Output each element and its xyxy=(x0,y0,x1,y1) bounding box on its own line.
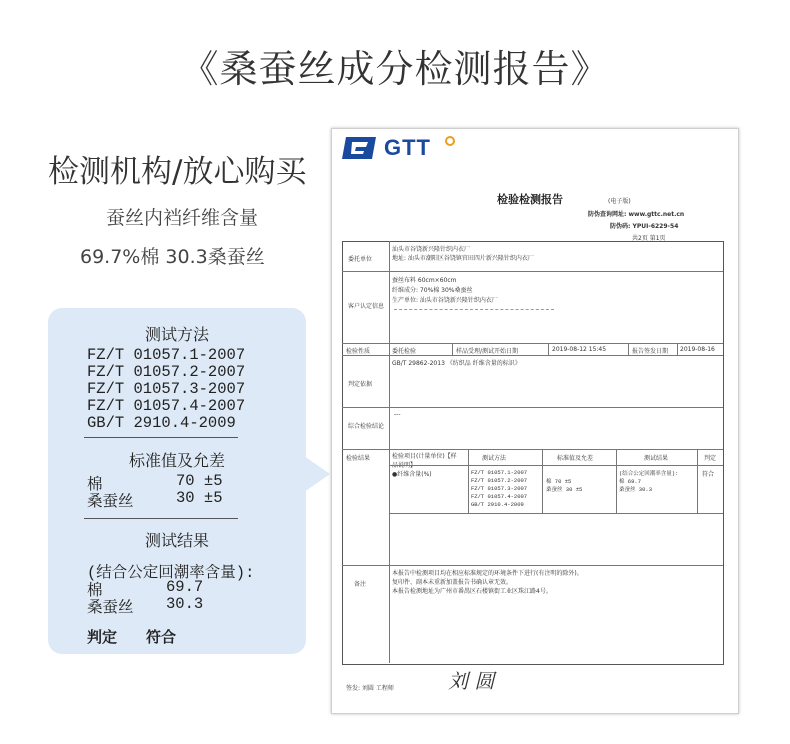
cell-divider xyxy=(468,449,469,513)
standard-row-name: 桑蚕丝 xyxy=(87,493,134,511)
row-divider xyxy=(342,565,723,566)
col-verdict: 判定 xyxy=(704,455,717,462)
method-line: FZ/T 01057.4-2007 xyxy=(471,493,528,500)
conclusion-text: --- xyxy=(394,411,401,418)
method-line: FZ/T 01057.2-2007 xyxy=(471,477,528,484)
std-line: 桑蚕丝 30 ±5 xyxy=(546,486,583,493)
col-result: 测试结果 xyxy=(644,455,669,462)
standard-line: FZ/T 01057.3-2007 xyxy=(87,380,246,398)
remark-line: 本报告检测地址为广州市番禺区石楼镇街工业区珠江路4号。 xyxy=(392,588,552,595)
standard-heading: 标准值及允差 xyxy=(128,451,225,470)
result-row-value: 69.7 xyxy=(166,578,204,596)
standard-line: FZ/T 01057.1-2007 xyxy=(87,346,246,364)
fiber-content-label: 蚕丝内裆纤维含量 xyxy=(106,207,259,229)
standard-line: FZ/T 01057.2-2007 xyxy=(87,363,246,381)
section-subtitle: 检测机构/放心购买 xyxy=(48,154,307,190)
sample-maker: 生产单位: 汕头市谷饶新兴隆针织内衣厂 xyxy=(392,297,498,304)
method-line: FZ/T 01057.1-2007 xyxy=(471,469,528,476)
conclusion-label: 综合检验结论 xyxy=(348,423,385,430)
inspect-type-label: 检验性质 xyxy=(346,348,371,355)
remark-label: 备注 xyxy=(354,581,367,588)
gtt-logo-icon xyxy=(342,135,378,161)
row-divider xyxy=(342,355,723,356)
row-divider xyxy=(342,449,723,450)
row-divider xyxy=(342,343,723,344)
row-divider xyxy=(389,513,723,514)
client-label: 委托单位 xyxy=(348,256,373,263)
cell-divider xyxy=(616,449,617,513)
row-divider xyxy=(342,271,723,272)
client-name: 汕头市谷饶新兴隆针织内衣厂 xyxy=(392,246,471,253)
signer-label: 签发: 刘圆 工程师 xyxy=(346,685,394,692)
res-line: (结合公定回潮率含量): xyxy=(619,470,679,477)
sample-fiber: 纤维成分: 70%棉 30%桑蚕丝 xyxy=(392,287,473,294)
cell-divider xyxy=(542,449,543,513)
cell-divider xyxy=(628,343,629,355)
standard-row-value: 30 ±5 xyxy=(176,489,223,507)
query-site: 防伪查询网址: www.gttc.net.cn xyxy=(588,211,685,218)
receive-date: 2019-08-12 15:45 xyxy=(552,346,607,353)
client-address: 地址: 汕头市潮阳区谷饶镇官田四片新兴隆针织内衣厂 xyxy=(392,255,534,262)
standard-line: FZ/T 01057.4-2007 xyxy=(87,397,246,415)
col-method: 测试方法 xyxy=(482,455,507,462)
result-row-name: 桑蚕丝 xyxy=(87,599,134,617)
inspect-type: 委托检验 xyxy=(392,348,417,355)
standard-line: GB/T 2910.4-2009 xyxy=(87,414,236,432)
report-page: 共2页 第1页 xyxy=(632,235,666,242)
row-divider xyxy=(389,465,723,466)
anti-fake-code: 防伪码: YPUI-6229-54 xyxy=(610,223,679,230)
res-line: 桑蚕丝 30.3 xyxy=(619,486,653,493)
col-item: 检验项目(计量单位)【样 xyxy=(392,453,457,460)
result-note: (结合公定回潮率含量): xyxy=(87,564,255,582)
col-standard: 标准值及允差 xyxy=(557,455,594,462)
cell-divider xyxy=(677,343,678,355)
result-heading: 测试结果 xyxy=(144,531,209,550)
sample-name: 蚕丝布料 60cm×60cm xyxy=(392,277,457,284)
method-line: GB/T 2910.4-2009 xyxy=(471,501,524,508)
row-divider xyxy=(342,407,723,408)
cell-divider xyxy=(548,343,549,355)
method-heading: 测试方法 xyxy=(144,325,209,344)
verdict-label: 判定 xyxy=(87,628,118,646)
cell-divider xyxy=(452,343,453,355)
standard-row-value: 70 ±5 xyxy=(176,472,223,490)
handwritten-signature: 刘 圆 xyxy=(448,669,495,693)
gtt-logo-text: GTT xyxy=(384,135,431,160)
issue-label: 报告签发日期 xyxy=(632,348,669,355)
fiber-content-value: 69.7%棉 30.3桑蚕丝 xyxy=(80,246,265,268)
item-fiber: ●纤维含量(%) xyxy=(392,471,432,478)
standard-row-name: 棉 xyxy=(87,476,103,494)
cell-divider xyxy=(697,449,698,513)
issue-date: 2019-08-16 xyxy=(680,346,715,353)
basis-text: GB/T 29862-2013 《纺织品 纤维含量的标识》 xyxy=(392,360,521,367)
basis-label: 判定依据 xyxy=(348,381,373,388)
report-edition: (电子版) xyxy=(608,198,631,205)
std-line: 棉 70 ±5 xyxy=(546,478,572,485)
verdict-value: 符合 xyxy=(146,628,177,646)
result-row-name: 棉 xyxy=(87,582,103,600)
remark-line: 本报告中检测项目均在相应标准规定的环境条件下进行(有注明的除外)。 xyxy=(392,570,583,577)
sample-label: 客户认定信息 xyxy=(348,303,385,310)
res-line: 棉 69.7 xyxy=(619,478,642,485)
page-title: 《桑蚕丝成分检测报告》 xyxy=(180,47,610,91)
result-row-value: 30.3 xyxy=(166,595,204,613)
callout-pointer xyxy=(304,456,330,492)
verdict-cell: 符合 xyxy=(702,471,715,478)
report-document xyxy=(331,128,739,714)
report-title: 检验检测报告 xyxy=(497,193,563,206)
remark-line: 复印件、副本未重新加盖报告书确认章无效。 xyxy=(392,579,513,586)
col-divider xyxy=(389,241,390,663)
dotted-line xyxy=(394,309,554,311)
divider xyxy=(84,518,238,519)
divider xyxy=(84,437,238,438)
method-line: FZ/T 01057.3-2007 xyxy=(471,485,528,492)
result-label: 检验结果 xyxy=(346,455,371,462)
receive-label: 样品受理/测试开始日期 xyxy=(456,348,519,355)
logo-dot-icon xyxy=(444,135,456,147)
